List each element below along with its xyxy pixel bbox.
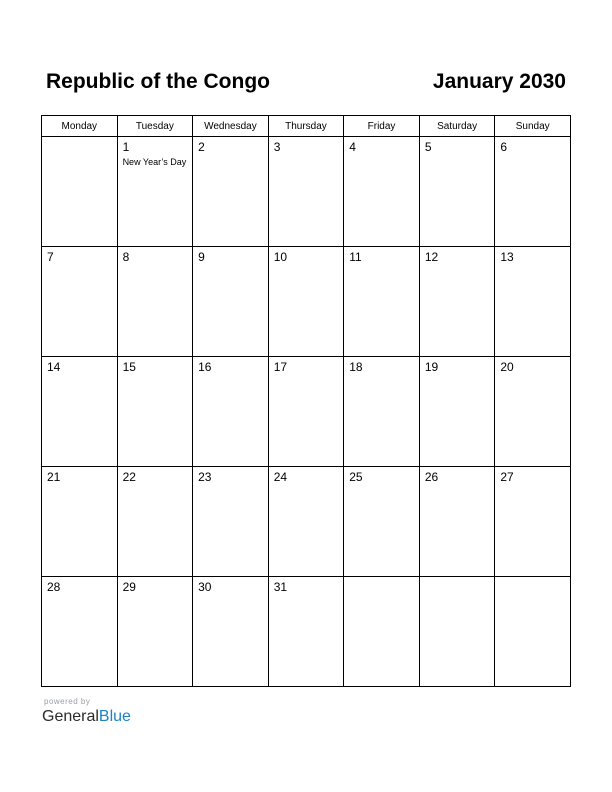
day-cell [42, 137, 118, 247]
day-number: 12 [424, 250, 439, 264]
day-cell [419, 247, 495, 357]
weekday-header-row [42, 116, 571, 137]
day-cell [495, 137, 571, 247]
day-number: 16 [198, 360, 212, 374]
day-cell [419, 137, 495, 247]
weekday-saturday: Saturday [419, 116, 495, 137]
day-number: 7 [47, 250, 54, 264]
weekday-monday: Monday [42, 116, 118, 137]
day-number: 3 [273, 140, 281, 154]
day-number: 15 [122, 360, 136, 374]
day-cell [42, 357, 118, 467]
brand-name-part2: Blue [98, 708, 131, 725]
weekday-tuesday: Tuesday [117, 116, 193, 137]
weekday-wednesday: Wednesday [193, 116, 269, 137]
powered-by-label: powered by [44, 697, 91, 706]
weekday-thursday: Thursday [268, 116, 344, 137]
day-number: 24 [273, 470, 288, 484]
calendar-grid [41, 115, 571, 687]
day-cell [419, 467, 495, 577]
day-cell [495, 357, 571, 467]
day-cell [419, 357, 495, 467]
calendar-header [46, 70, 566, 98]
week-row [42, 467, 571, 577]
week-row [42, 247, 571, 357]
day-number: 21 [47, 470, 61, 484]
weekday-friday: Friday [344, 116, 420, 137]
day-number: 5 [424, 140, 432, 154]
day-number: 22 [122, 470, 136, 484]
day-number: 13 [500, 250, 514, 264]
day-number: 9 [198, 250, 205, 264]
day-cell [268, 247, 344, 357]
day-cell [193, 467, 269, 577]
day-cell [495, 467, 571, 577]
day-cell [495, 247, 571, 357]
day-cell [268, 467, 344, 577]
day-number: 6 [500, 140, 508, 154]
day-number: 30 [198, 580, 212, 594]
day-cell [117, 467, 193, 577]
day-number: 14 [47, 360, 61, 374]
day-cell [117, 577, 193, 687]
day-number: 25 [349, 470, 363, 484]
day-number: 17 [273, 360, 288, 374]
day-number: 2 [198, 140, 205, 154]
day-number: 31 [273, 580, 288, 594]
day-cell [344, 357, 420, 467]
day-number: 11 [349, 250, 362, 264]
day-number: 26 [424, 470, 439, 484]
country-title: Republic of the Congo [46, 70, 270, 93]
day-cell [495, 577, 571, 687]
day-cell [268, 137, 344, 247]
month-title: January 2030 [432, 70, 566, 93]
day-cell [193, 137, 269, 247]
day-number: 28 [47, 580, 61, 594]
day-cell [344, 247, 420, 357]
day-number: 4 [349, 140, 356, 154]
day-number: 10 [273, 250, 288, 264]
day-number: 29 [122, 580, 136, 594]
day-number: 27 [500, 470, 514, 484]
day-number: 8 [122, 250, 130, 264]
day-cell [42, 577, 118, 687]
day-cell [117, 137, 193, 247]
day-cell [117, 247, 193, 357]
day-cell [193, 577, 269, 687]
weekday-sunday: Sunday [495, 116, 571, 137]
day-cell [268, 357, 344, 467]
brand-name-part1: General [42, 708, 99, 725]
day-cell [193, 247, 269, 357]
day-cell [42, 247, 118, 357]
week-row [42, 577, 571, 687]
day-number: 19 [424, 360, 439, 374]
day-cell [193, 357, 269, 467]
day-number: 18 [349, 360, 363, 374]
day-cell [268, 577, 344, 687]
day-cell [117, 357, 193, 467]
week-row [42, 357, 571, 467]
day-cell [419, 577, 495, 687]
generalblue-logo[interactable] [42, 708, 131, 726]
day-cell [42, 467, 118, 577]
day-cell [344, 467, 420, 577]
day-number: 20 [500, 360, 514, 374]
holiday-label: New Year’s Day [122, 157, 187, 167]
day-cell [344, 577, 420, 687]
day-cell [344, 137, 420, 247]
day-number: 1 [122, 140, 130, 154]
day-number: 23 [198, 470, 212, 484]
week-row [42, 137, 571, 247]
